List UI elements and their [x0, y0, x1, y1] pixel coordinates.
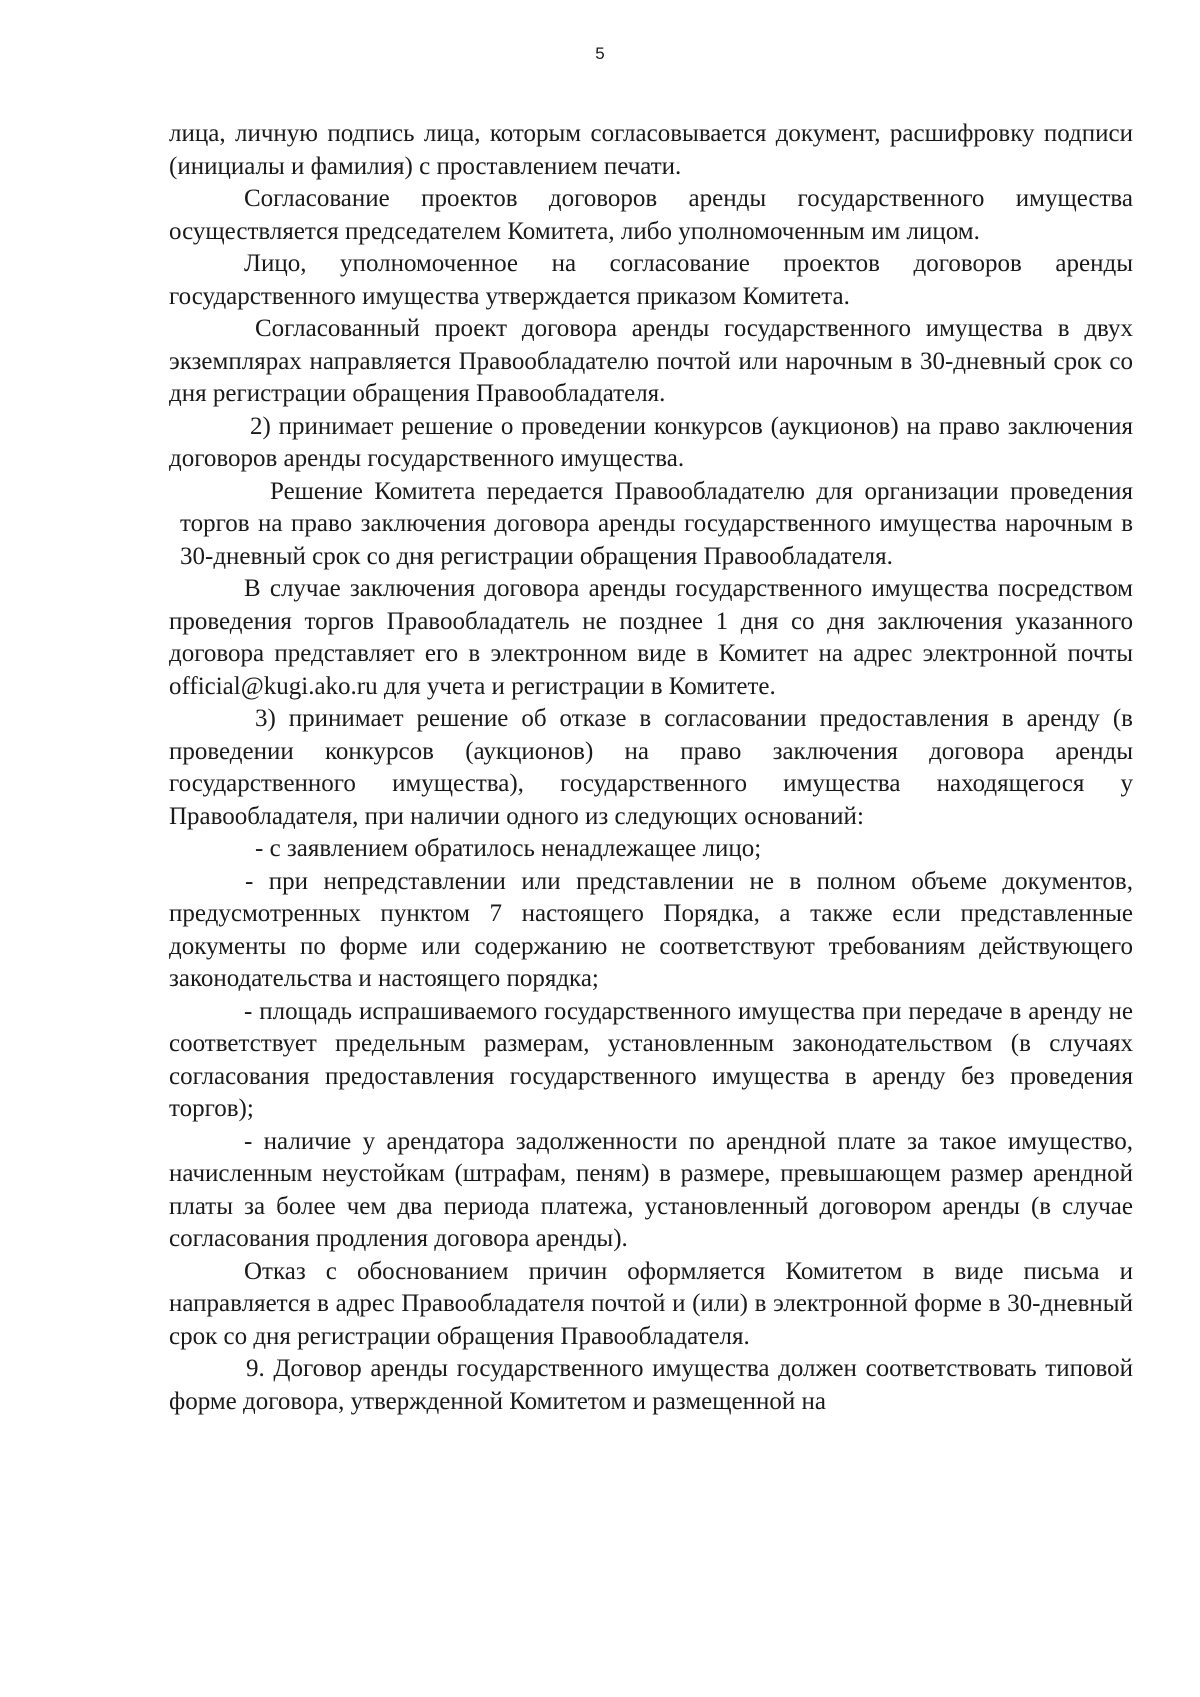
paragraph-refusal-letter: Отказ с обоснованием причин оформляется Комитетом в виде письма и направляется в адрес Правообладателя почтой и (или) в электронной форме в 30-дневный срок со дня регистрации обращения Правообладателя. [169, 1257, 1133, 1350]
paragraph-approval-chairman: Согласование проектов договоров аренды государственного имущества осуществляется председателем Комитета, либо уполномоченным им лицом. [169, 185, 1133, 245]
paragraph-approved-draft: Согласованный проект договора аренды государственного имущества в двух экземплярах направляется Правообладателю почтой или нарочным в 30-дневный срок со дня регистрации обращения Правообладателя. [169, 315, 1133, 407]
document-body [169, 118, 1133, 1418]
paragraph-item-2-tenders: 2) принимает решение о проведении конкурсов (аукционов) на право заключения договоров аренды государственного имущества. [169, 412, 1133, 472]
paragraph-item-3-refusal: 3) принимает решение об отказе в согласовании предоставления в аренду (в проведении конкурсов (аукционов) на право заключения договора аренды государственного имущества), государственного имущества находящегося у Правообладателя, при наличии одного из следующих оснований: [169, 705, 1133, 830]
paragraph-signature-details: лица, личную подпись лица, которым согласовывается документ, расшифровку подписи (инициалы и фамилия) с проставлением печати. [169, 120, 1133, 180]
page-number: 5 [595, 44, 605, 63]
paragraph-electronic-copy: В случае заключения договора аренды государственного имущества посредством проведения торгов Правообладатель не позднее 1 дня со дня заключения указанного договора представляет его в электронном виде в Комитет на адрес электронной почты official@kugi.ako.ru для учета и регистрации в Комитете. [169, 575, 1133, 700]
paragraph-committee-decision: Решение Комитета передается Правообладателю для организации проведения торгов на право заключения договора аренды государственного имущества нарочным в 30-дневный срок со дня регистрации обращения Правообладателя. [180, 477, 1133, 570]
list-item-rent-debt: - наличие у арендатора задолженности по арендной плате за такое имущество, начисленным неустойкам (штрафам, пеням) в размере, превышающем размер арендной платы за более чем два периода платежа, установленный договором аренды (в случае согласования продления договора аренды). [169, 1127, 1133, 1252]
paragraph-authorized-person: Лицо, уполномоченное на согласование проектов договоров аренды государственного имущества утверждается приказом Комитета. [169, 250, 1133, 310]
list-item-area-limits: - площадь испрашиваемого государственного имущества при передаче в аренду не соответствует предельным размерам, установленным законодательством (в случаях согласования предоставления государственного имущества в аренду без проведения торгов); [169, 997, 1133, 1122]
list-item-improper-person: - с заявлением обратилось ненадлежащее лицо; [255, 835, 762, 862]
paragraph-item-9-standard-form: 9. Договор аренды государственного имущества должен соответствовать типовой форме договора, утвержденной Комитетом и размещенной на [169, 1355, 1133, 1415]
list-item-missing-documents: - при непредставлении или представлении не в полном объеме документов, предусмотренных пунктом 7 настоящего Порядка, а также если представленные документы по форме или содержанию не соответствуют требованиям действующего законодательства и настоящего порядка; [169, 867, 1133, 992]
